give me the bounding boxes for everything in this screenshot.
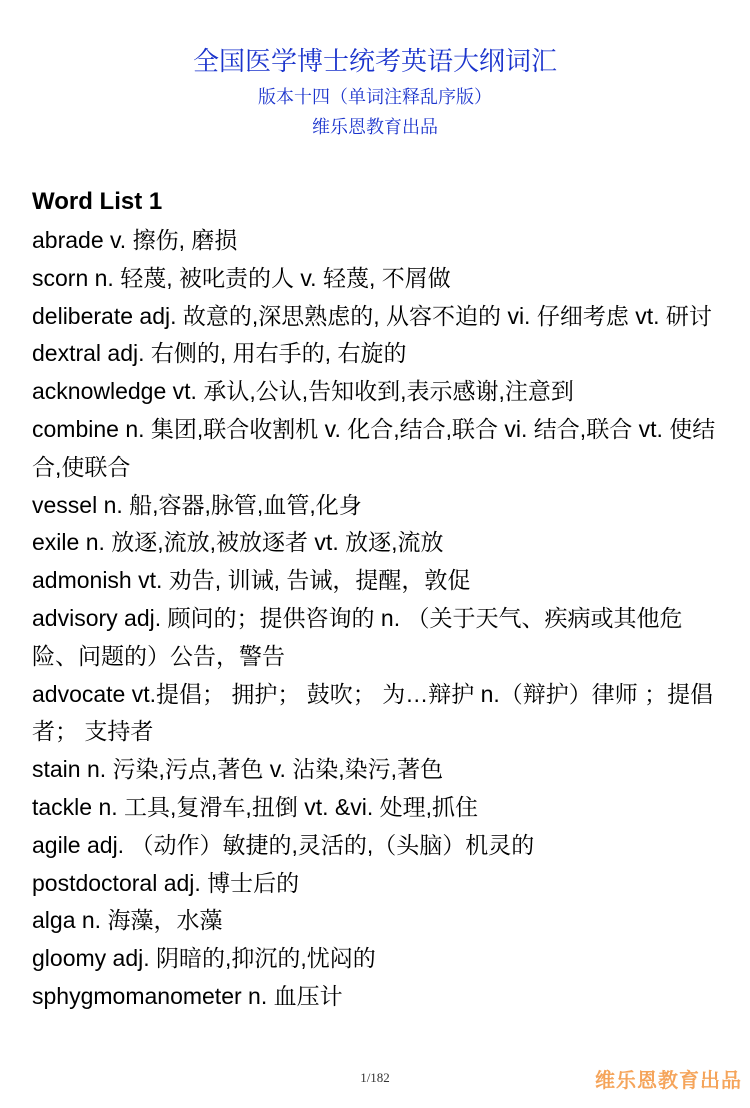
publisher-line: 维乐恩教育出品 [312,117,438,137]
entry: acknowledge vt. 承认,公认,告知收到,表示感谢,注意到 [32,378,574,405]
entry: scorn n. 轻蔑, 被叱责的人 v. 轻蔑, 不屑做 [32,264,451,291]
entry: stain n. 污染,污点,著色 v. 沾染,染污,著色 [32,756,444,783]
page-number: 1/182 [360,1070,390,1085]
word-list [32,186,722,1016]
entry: exile n. 放逐,流放,被放逐者 vt. 放逐,流放 [32,529,444,556]
entry: postdoctoral adj. 博士后的 [32,869,300,896]
entry: sphygmomanometer n. 血压计 [32,982,343,1009]
entry: agile adj. （动作）敏捷的,灵活的,（头脑）机灵的 [32,831,535,858]
document-header [0,46,750,138]
entry: admonish vt. 劝告, 训诫, 告诫，提醒，敦促 [32,567,471,594]
entry: advocate vt.提倡； 拥护； 鼓吹； 为…辩护 n.（辩护）律师 ；提倡者； 支持者 [32,680,714,745]
entry: combine n. 集团,联合收割机 v. 化合,结合,联合 vi. 结合,联合 vt. 使结合,使联合 [32,415,716,480]
entry: abrade v. 擦伤, 磨损 [32,227,238,253]
entry: vessel n. 船,容器,脉管,血管,化身 [32,491,362,518]
entry: advisory adj. 顾问的；提供咨询的 n. （关于天气、疾病或其他危险、问题的）公告，警告 [32,604,683,669]
word-list-title: Word List 1 [32,188,163,215]
entry: tackle n. 工具,复滑车,扭倒 vt. &vi. 处理,抓住 [32,793,479,820]
watermark-logo: 维乐恩教育出品 [595,1070,742,1092]
entry: dextral adj. 右侧的, 用右手的, 右旋的 [32,340,407,367]
entry: deliberate adj. 故意的,深思熟虑的, 从容不迫的 vi. 仔细考虑 vt. 研讨 [32,302,712,329]
entry: alga n. 海藻，水藻 [32,907,223,934]
document-subtitle: 版本十四（单词注释乱序版） [258,87,492,107]
entry: gloomy adj. 阴暗的,抑沉的,忧闷的 [32,945,376,972]
document-title: 全国医学博士统考英语大纲词汇 [192,46,557,76]
